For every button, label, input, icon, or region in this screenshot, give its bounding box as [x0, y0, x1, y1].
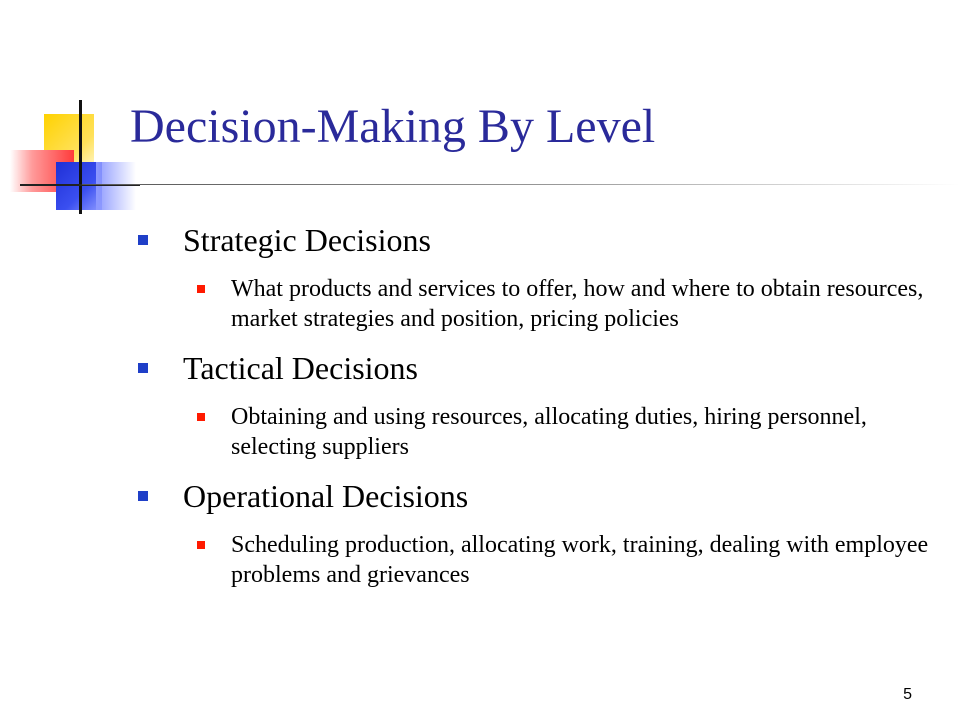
- square-bullet-icon: [138, 235, 148, 245]
- small-square-bullet-icon: [197, 541, 205, 549]
- level2-item: [130, 402, 940, 462]
- section-operational: [130, 474, 940, 590]
- square-bullet-icon: [138, 363, 148, 373]
- page-number: 5: [903, 686, 912, 703]
- section-heading: Tactical Decisions: [183, 350, 418, 386]
- small-square-bullet-icon: [197, 285, 205, 293]
- section-detail: Scheduling production, allocating work, training, dealing with employee problems and grievances: [231, 532, 929, 588]
- level1-item: [130, 346, 940, 390]
- logo-vertical-line: [79, 100, 82, 214]
- decorative-logo: [0, 0, 140, 230]
- level1-item: [130, 218, 940, 262]
- section-heading: Strategic Decisions: [183, 222, 431, 258]
- section-heading: Operational Decisions: [183, 478, 469, 514]
- section-detail: Obtaining and using resources, allocating duties, hiring personnel, selecting suppliers: [231, 404, 867, 460]
- title-underline: [82, 184, 960, 185]
- slide-title: Decision-Making By Level: [130, 100, 656, 153]
- level2-item: [130, 530, 940, 590]
- level2-item: [130, 274, 940, 334]
- square-bullet-icon: [138, 491, 148, 501]
- small-square-bullet-icon: [197, 413, 205, 421]
- bullet-list: [130, 218, 940, 602]
- level1-item: [130, 474, 940, 518]
- section-strategic: [130, 218, 940, 334]
- section-detail: What products and services to offer, how and where to obtain resources, market strategies and position, pricing policies: [231, 276, 924, 332]
- section-tactical: [130, 346, 940, 462]
- logo-blue-fade: [96, 162, 136, 210]
